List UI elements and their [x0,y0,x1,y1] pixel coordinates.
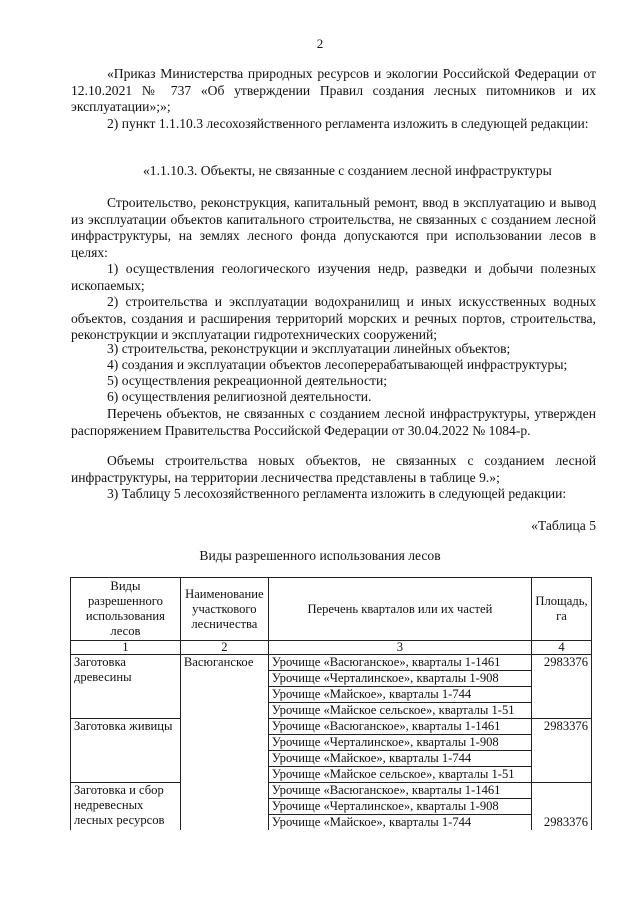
col-number: 1 [71,641,181,655]
tract-cell: Урочище «Майское», кварталы 1-744 [268,751,531,767]
list-item-3: 3) строительства, реконструкции и эксплуатации линейных объектов; [107,341,511,356]
section-heading: «1.1.10.3. Объекты, не связанные с созданием лесной инфраструктуры [143,163,552,178]
header-area: Площадь, га [531,578,591,641]
table-label: «Таблица 5 [531,518,596,533]
use-type-cell: Заготовка и сбор недревесных лесных ресурсов [71,783,181,831]
list-item-1: 1) осуществления геологического изучения недр, разведки и добычи полезных ископаемых; [71,261,596,293]
tract-cell: Урочище «Васюганское», кварталы 1-1461 [268,783,531,799]
list-item-6: 6) осуществления религиозной деятельности. [107,389,372,404]
table-row [71,783,592,799]
paragraph-list-of-objects: Перечень объектов, не связанных с созданием лесной инфраструктуры, утвержден распоряжением Правительства Российской Федерации от 30.04.2022 № 1084-р. [71,406,596,438]
forest-use-table [70,577,592,830]
area-cell: 2983376 [531,783,591,831]
col-number: 4 [531,641,591,655]
tract-cell: Урочище «Черталинское», кварталы 1-908 [268,799,531,815]
col-number: 2 [180,641,268,655]
tract-cell: Урочище «Васюганское», кварталы 1-1461 [268,719,531,735]
use-type-cell: Заготовка древесины [71,655,181,719]
list-item-4: 4) создания и эксплуатации объектов лесоперерабатывающей инфраструктуры; [107,357,568,372]
table-col-number-row [71,641,592,655]
tract-cell: Урочище «Черталинское», кварталы 1-908 [268,671,531,687]
tract-cell: Урочище «Майское сельское», кварталы 1-51 [268,703,531,719]
header-quarters: Перечень кварталов или их частей [268,578,531,641]
table-row [71,655,592,671]
paragraph-item-2: 2) пункт 1.1.10.3 лесохозяйственного регламента изложить в следующей редакции: [107,116,589,131]
paragraph-order-reference: «Приказ Министерства природных ресурсов и экологии Российской Федерации от 12.10.2021 № 737 «Об утверждении Правил создания лесных питомников и их эксплуатации»;»; [71,66,596,114]
paragraph-item-3: 3) Таблицу 5 лесохозяйственного регламента изложить в следующей редакции: [107,486,567,501]
area-cell: 2983376 [531,719,591,783]
area-cell: 2983376 [531,655,591,719]
use-type-cell: Заготовка живицы [71,719,181,783]
list-item-2: 2) строительства и эксплуатации водохранилищ и иных искусственных водных объектов, создания и расширения территорий морских и речных портов, строительства, реконструкции и эксплуатации гидротехнических сооружений; [71,294,596,342]
tract-cell: Урочище «Майское сельское», кварталы 1-51 [268,767,531,783]
table-title: Виды разрешенного использования лесов [199,548,441,563]
col-number: 3 [268,641,531,655]
paragraph-volumes: Объемы строительства новых объектов, не связанных с созданием лесной инфраструктуры, на территории лесничества представлены в таблице 9.»; [71,453,596,485]
paragraph-construction: Строительство, реконструкция, капитальный ремонт, ввод в эксплуатацию и вывод из эксплуатации объектов капитального строительства, не связанных с созданием лесной инфраструктуры, на землях лесного фонда допускаются при использовании лесов в целях: [71,195,596,260]
header-use-types: Виды разрешенного использования лесов [71,578,181,641]
list-item-5: 5) осуществления рекреационной деятельности; [107,373,388,388]
forestry-cell: Васюганское [180,655,268,831]
tract-cell: Урочище «Васюганское», кварталы 1-1461 [268,655,531,671]
page-number: 2 [316,36,324,51]
table-row [71,719,592,735]
table-header-row [71,578,592,641]
tract-cell: Урочище «Майское», кварталы 1-744 [268,687,531,703]
tract-cell: Урочище «Черталинское», кварталы 1-908 [268,735,531,751]
header-forestry: Наименование участкового лесничества [180,578,268,641]
tract-cell: Урочище «Майское», кварталы 1-744 [268,815,531,831]
